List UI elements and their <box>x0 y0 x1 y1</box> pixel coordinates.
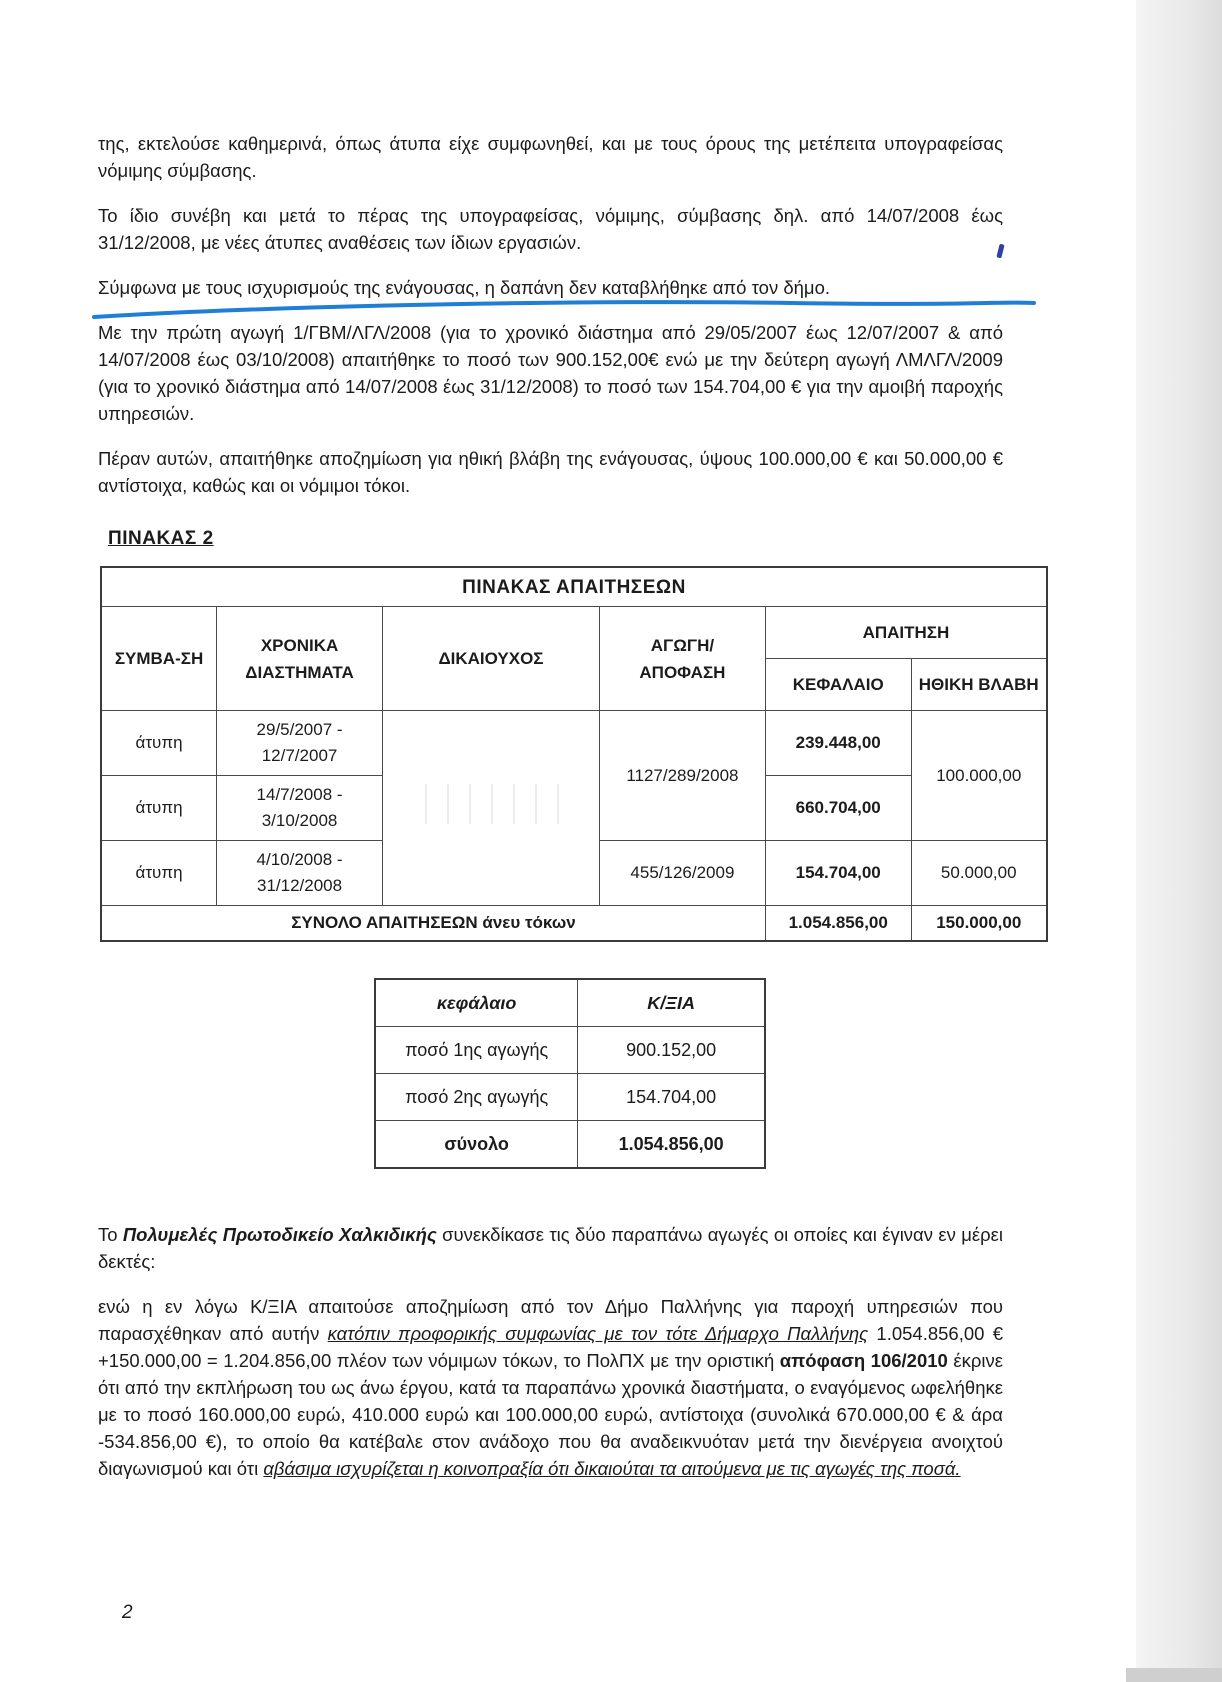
decision-reference: απόφαση 106/2010 <box>779 1350 948 1371</box>
cell-moral: 50.000,00 <box>911 841 1047 906</box>
cell-beneficiary-redacted <box>383 711 600 906</box>
paragraph-4: Με την πρώτη αγωγή 1/ΓΒΜ/ΛΓΛ/2008 (για το χρονικό διάστημα από 29/05/2007 έως 12/07/2007 & από 14/07/2008 έως 03/10/2008) απαιτήθηκε το ποσό των 900.152,00€ ενώ με την δεύτερη αγωγή ΛΜΛΓΛ/2009 (για το χρονικό διάστημα από 14/07/2008 έως 31/12/2008) το ποσό των 154.704,00 € για την αμοιβή παροχής υπηρεσιών. <box>98 322 1003 424</box>
paragraph-1: της, εκτελούσε καθημερινά, όπως άτυπα είχε συμφωνηθεί, και με τους όρους της μετέπειτα υπογραφείσας νόμιμης σύμβασης. <box>98 133 1003 181</box>
cell-capital: 660.704,00 <box>765 776 911 841</box>
claims-table <box>100 566 1048 942</box>
cell-lawsuit: 455/126/2009 <box>599 841 765 906</box>
scan-page-shadow <box>1126 1668 1222 1682</box>
table-2-label: ΠΙΝΑΚΑΣ 2 <box>108 528 214 549</box>
summary-row-value: 154.704,00 <box>578 1074 765 1121</box>
summary-row-value: 900.152,00 <box>578 1027 765 1074</box>
table-row <box>375 1027 765 1074</box>
cell-contract: άτυπη <box>101 776 217 841</box>
header-periods: ΧΡΟΝΙΚΑ ΔΙΑΣΤΗΜΑΤΑ <box>217 607 383 711</box>
header-moral: ΗΘΙΚΗ ΒΛΑΒΗ <box>911 659 1047 711</box>
cell-period: 4/10/2008 - 31/12/2008 <box>217 841 383 906</box>
total-moral: 150.000,00 <box>911 906 1047 942</box>
summary-row-label: ποσό 2ης αγωγής <box>375 1074 578 1121</box>
paragraph-3: Σύμφωνα με τους ισχυρισμούς της ενάγουσας, η δαπάνη δεν καταβλήθηκε από τον δήμο. <box>98 277 831 298</box>
cell-contract: άτυπη <box>101 711 217 776</box>
redaction-mark <box>416 784 566 824</box>
closing-text: συνεκδίκασε τις δύο παραπάνω αγωγές οι οποίες και έγιναν εν μέρει δεκτές: <box>98 1224 1003 1272</box>
cell-period: 14/7/2008 - 3/10/2008 <box>217 776 383 841</box>
table-row <box>375 1074 765 1121</box>
underlined-phrase: κατόπιν προφορικής συμφωνίας με τον τότε Δήμαρχο Παλλήνης <box>327 1323 869 1344</box>
claims-table-caption: ΠΙΝΑΚΑΣ ΑΠΑΙΤΗΣΕΩΝ <box>101 567 1047 607</box>
paragraph-2: Το ίδιο συνέβη και μετά το πέρας της υπογραφείσας, νόμιμης, σύμβασης δηλ. από 14/07/2008 έως 31/12/2008, με νέες άτυπες αναθέσεις των ίδιων εργασιών. <box>98 205 1003 253</box>
closing-text: Το <box>98 1224 123 1245</box>
page-number: 2 <box>122 1602 133 1623</box>
header-capital: ΚΕΦΑΛΑΙΟ <box>765 659 911 711</box>
summary-total-row <box>375 1121 765 1169</box>
court-name: Πολυμελές Πρωτοδικείο Χαλκιδικής <box>122 1224 437 1245</box>
header-lawsuit: ΑΓΩΓΗ/ ΑΠΟΦΑΣΗ <box>599 607 765 711</box>
cell-capital: 239.448,00 <box>765 711 911 776</box>
document-body <box>98 130 1039 1500</box>
header-claim: ΑΠΑΙΤΗΣΗ <box>765 607 1047 659</box>
cell-capital: 154.704,00 <box>765 841 911 906</box>
cell-period: 29/5/2007 - 12/7/2007 <box>217 711 383 776</box>
summary-row-label: ποσό 1ης αγωγής <box>375 1027 578 1074</box>
header-contract: ΣΥΜΒΑ-ΣΗ <box>101 607 217 711</box>
closing-text: έκρινε ότι από την εκπλήρωση του ως άνω έργου, κατά τα παραπάνω χρονικά διαστήματα, ο εναγόμενος ωφελήθηκε με το ποσό 160.000,00 ευρώ, 410.000 ευρώ και 100.000,00 ευρώ, αντίστοιχα (συνολικά 670.000,00 € & άρα -534.856,00 €), το οποίο θα κατέβαλε στον ανάδοχο που θα αναδεικνυόταν μετά την διενέργεια ανοιχτού διαγωνισμού και ότι <box>98 1350 1003 1479</box>
total-capital: 1.054.856,00 <box>765 906 911 942</box>
scan-page-edge <box>1136 0 1222 1682</box>
summary-header-value: Κ/ΞΙΑ <box>578 979 765 1027</box>
summary-table <box>374 978 766 1169</box>
cell-moral: 100.000,00 <box>911 711 1047 841</box>
closing-paragraph-1 <box>98 1221 1003 1275</box>
total-label: ΣΥΝΟΛΟ ΑΠΑΙΤΗΣΕΩΝ άνευ τόκων <box>101 906 765 942</box>
closing-paragraph-2 <box>98 1293 1003 1482</box>
summary-header-label: κεφάλαιο <box>375 979 578 1027</box>
header-beneficiary: ΔΙΚΑΙΟΥΧΟΣ <box>383 607 600 711</box>
total-row <box>101 906 1047 942</box>
summary-total-label: σύνολο <box>375 1121 578 1169</box>
closing-text: ενώ η εν λόγω Κ/ΞΙΑ απαιτούσε αποζημίωση από τον Δήμο Παλλήνης για παροχή υπηρεσιών που παρασχέθηκαν από αυτήν <box>98 1296 1003 1344</box>
table-row <box>101 711 1047 776</box>
underlined-phrase: αβάσιμα ισχυρίζεται η κοινοπραξία ότι δικαιούται τα αιτούμενα με τις αγωγές της ποσά. <box>263 1458 961 1479</box>
summary-total-value: 1.054.856,00 <box>578 1121 765 1169</box>
cell-contract: άτυπη <box>101 841 217 906</box>
closing-text: 1.054.856,00 € +150.000,00 = 1.204.856,00 πλέον των νόμιμων τόκων, το ΠολΠΧ με την οριστική <box>98 1323 1003 1371</box>
cell-lawsuit: 1127/289/2008 <box>599 711 765 841</box>
paragraph-5: Πέραν αυτών, απαιτήθηκε αποζημίωση για ηθική βλάβη της ενάγουσας, ύψους 100.000,00 € και 50.000,00 € αντίστοιχα, καθώς και οι νόμιμοι τόκοι. <box>98 448 1003 496</box>
